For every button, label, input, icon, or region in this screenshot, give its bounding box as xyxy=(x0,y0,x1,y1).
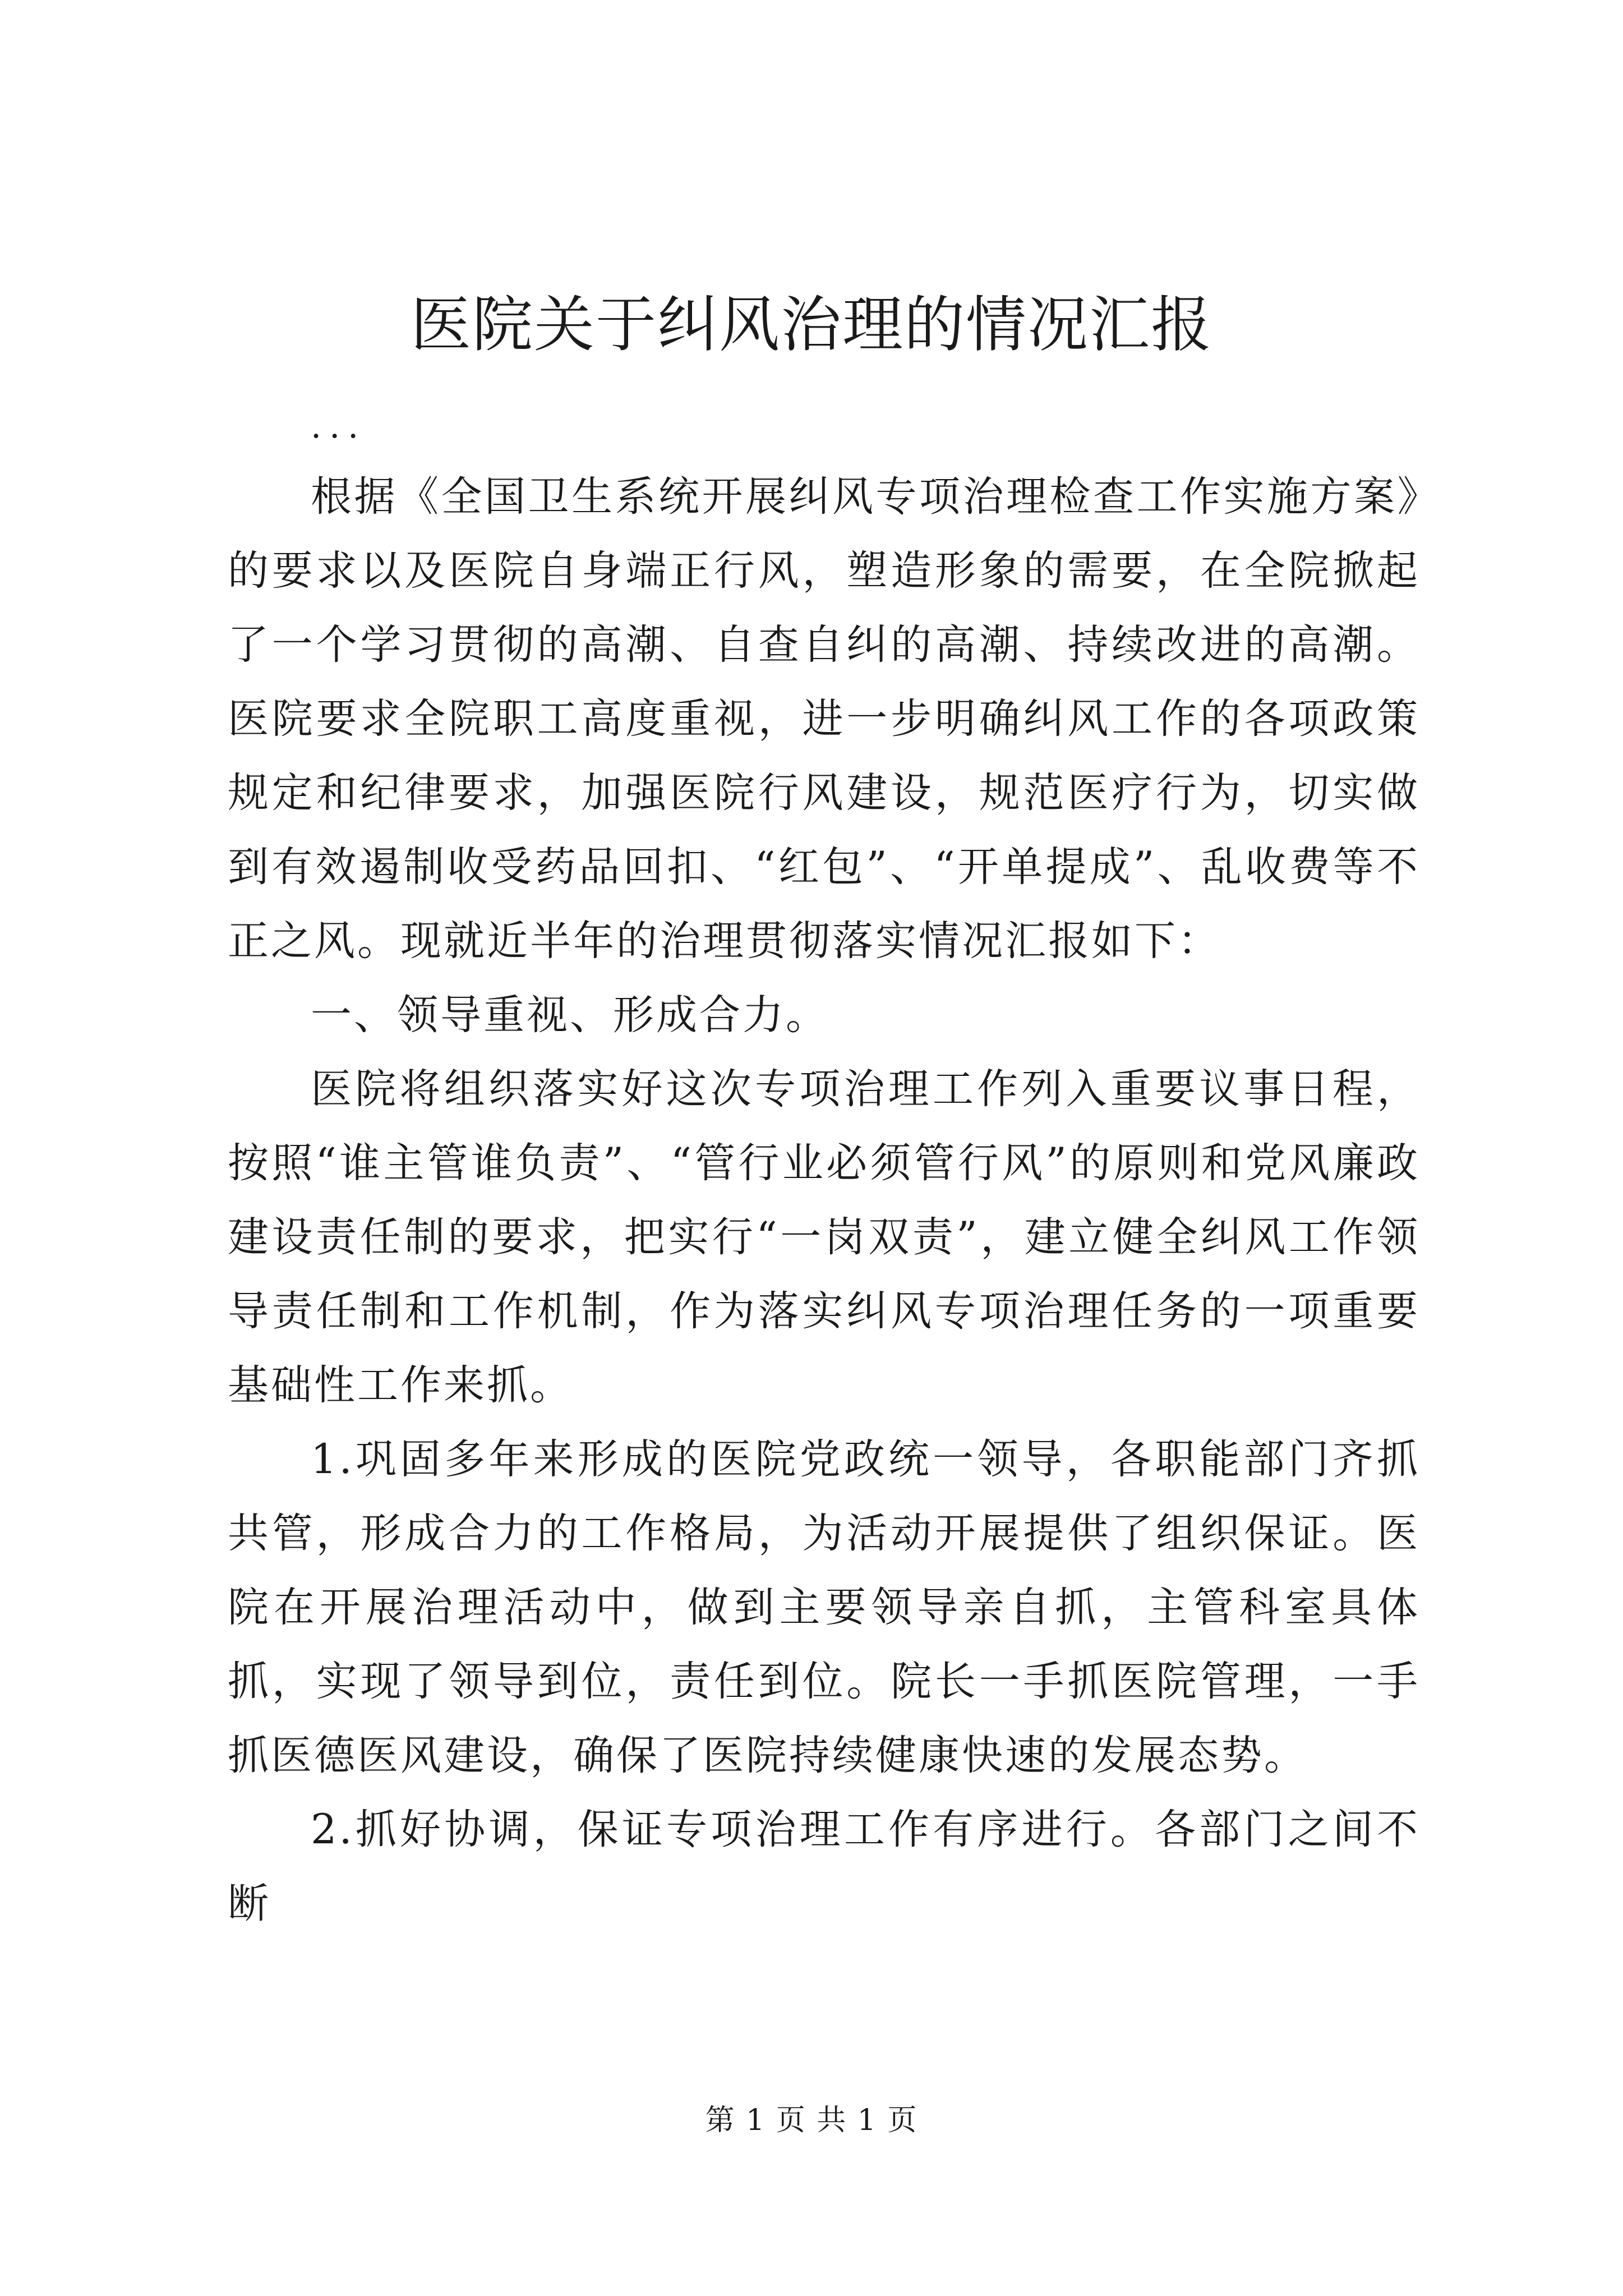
page-footer: 第 1 页 共 1 页 xyxy=(705,2104,918,2137)
paragraph-section-1: 医院将组织落实好这次专项治理工作列入重要议事日程，按照“谁主管谁负责”、“管行业必须管行风”的原则和党风廉政建设责任制的要求，把实行“一岗双责”，建立健全纠风工作领导责任制和工作机制，作为落实纠风专项治理任务的一项重要基础性工作来抓。 xyxy=(228,1065,1420,1409)
paragraph-item-2: 2.抓好协调，保证专项治理工作有序进行。各部门之间不断 xyxy=(228,1806,1420,1927)
paragraph-item-1: 1.巩固多年来形成的医院党政统一领导，各职能部门齐抓共管，形成合力的工作格局，为活动开展提供了组织保证。医院在开展治理活动中，做到主要领导亲自抓，主管科室具体抓，实现了领导到位，责任到位。院长一手抓医院管理，一手抓医德医风建设，确保了医院持续健康快速的发展态势。 xyxy=(228,1435,1420,1779)
section-heading-1: 一、领导重视、形成合力。 xyxy=(311,991,829,1039)
paragraph-intro: 根据《全国卫生系统开展纠风专项治理检查工作实施方案》的要求以及医院自身端正行风，塑造形象的需要，在全院掀起了一个学习贯彻的高潮、自查自纠的高潮、持续改进的高潮。医院要求全院职工高度重视，进一步明确纠风工作的各项政策规定和纪律要求，加强医院行风建设，规范医疗行为，切实做到有效遏制收受药品回扣、“红包”、“开单提成”、乱收费等不正之风。现就近半年的治理贯彻落实情况汇报如下： xyxy=(228,473,1420,965)
document-body xyxy=(228,393,1420,1941)
document-title: 医院关于纠风治理的情况汇报 xyxy=(410,290,1212,360)
ellipsis-line: ... xyxy=(311,407,367,446)
